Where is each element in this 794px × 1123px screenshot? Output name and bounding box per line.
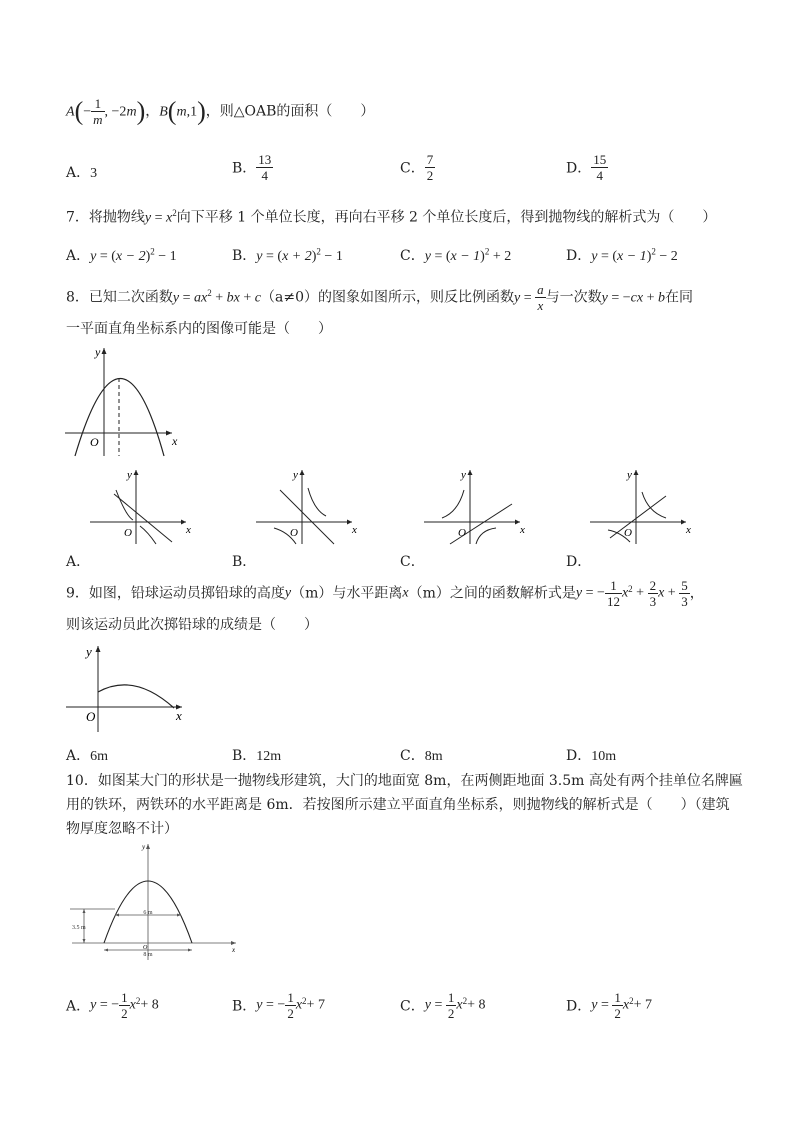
q8-option-a-graph	[86, 466, 196, 546]
q8-parabola-figure	[60, 344, 190, 460]
q8-option-b-label: B．	[232, 554, 257, 570]
q8-option-b-graph	[252, 466, 362, 546]
q10-question-line1: 10．如图某大门的形状是一抛物线形建筑，大门的地面宽 8m，在两侧距地面 3.5m 高处有两个挂单位名牌匾	[66, 773, 743, 789]
svg-text:y: y	[86, 644, 92, 659]
q10-gate-figure	[64, 840, 244, 962]
q8-question-line2: 一平面直角坐标系内的图像可能是（ ）	[66, 321, 332, 337]
x-label: x	[172, 434, 178, 448]
q7-option-a: A．$y = (x - 2)^2 - 1$	[66, 246, 177, 264]
svg-text:O: O	[624, 527, 632, 539]
svg-text:y: y	[142, 843, 146, 851]
q9-option-b: B．12m	[232, 748, 282, 764]
svg-text:x: x	[186, 524, 191, 536]
q9-trajectory-curve	[98, 685, 174, 708]
q9-question-line2: 则该运动员此次掷铅球的成绩是（ ）	[66, 617, 318, 633]
q7-option-d: D．$y = (x - 1)^2 - 2$	[566, 246, 678, 264]
svg-text:O: O	[458, 527, 466, 539]
q10-option-a: A．y = − $\frac{1}{2}$ $x^2+ 8$	[66, 990, 159, 1021]
svg-text:y: y	[461, 469, 466, 481]
q10-8m-label: 8 m	[143, 952, 153, 958]
q7-question: 7．将抛物线$y = x^2$向下平移 1 个单位长度，再向右平移 2 个单位长度后，得到抛物线的解析式为（ ）	[66, 208, 717, 226]
q9-option-c: C．8m	[400, 748, 443, 764]
q10-option-d: D．y = $\frac{1}{2}$ $x^2+ 7$	[566, 990, 652, 1021]
q6-option-d: D． $\frac{15}{4}$	[566, 152, 607, 183]
svg-text:O: O	[124, 527, 132, 539]
svg-text:O: O	[143, 945, 148, 951]
y-label: y	[95, 345, 101, 359]
q8-option-c-graph	[420, 466, 530, 546]
q9-option-a: A．6m	[66, 748, 109, 764]
q6-option-a: A．3	[66, 165, 98, 181]
svg-text:y: y	[293, 469, 298, 481]
svg-text:y: y	[627, 469, 632, 481]
q8-option-c-label: C．	[400, 554, 425, 570]
q6-frac: $\frac{1}{m}$	[93, 96, 103, 127]
q9-question-line1: 9．如图，铅球运动员掷铅球的高度y（m）与水平距离x（m）之间的函数解析式是y = − $\frac{1}{12}$ $x^2$ + $\frac{2}{3}$ x + $\frac{5}{3}$ ，	[66, 578, 704, 609]
q9-shotput-figure	[62, 642, 192, 734]
q10-35m-label: 3.5 m	[72, 925, 86, 931]
svg-text:O: O	[290, 527, 298, 539]
q10-6m-label: 6 m	[143, 910, 153, 916]
svg-text:x: x	[686, 524, 691, 536]
q6-option-c: C． $\frac{7}{2}$	[400, 152, 434, 183]
svg-text:x: x	[232, 946, 236, 954]
svg-text:x: x	[352, 524, 357, 536]
svg-text:y: y	[127, 469, 132, 481]
q8-option-d-graph	[586, 466, 696, 546]
svg-text:x: x	[520, 524, 525, 536]
q9-option-d: D．10m	[566, 748, 617, 764]
svg-text:O: O	[86, 709, 96, 724]
q8-option-a-label: A．	[66, 554, 91, 570]
q8-option-d-label: D．	[566, 554, 592, 570]
q10-option-c: C．y = $\frac{1}{2}$ $x^2+ 8$	[400, 990, 486, 1021]
origin-label: O	[90, 435, 99, 449]
q10-option-b: B．y = − $\frac{1}{2}$ $x^2+ 7$	[232, 990, 325, 1021]
q10-question-line2: 用的铁环，两铁环的水平距离是 6m．若按图所示建立平面直角坐标系，则抛物线的解析式是（ ）（建筑	[66, 797, 730, 813]
q7-option-b: B．$y = (x + 2)^2 - 1$	[232, 246, 343, 264]
q7-option-c: C．$y = (x - 1)^2 + 2$	[400, 246, 512, 264]
q6-option-b: B． $\frac{13}{4}$	[232, 152, 272, 183]
q6-line: A(− $\frac{1}{m}$ , −2m)，B(m,1)，则△OAB的面积（ ）	[66, 96, 375, 127]
q8-question-line1: 8．已知二次函数$y = ax^2$ + bx + c（a≠0）的图象如图所示，则反比例函数y = $\frac{a}{x}$ 与一次数y = −cx + b在同	[66, 282, 693, 313]
q10-question-line3: 物厚度忽略不计）	[66, 821, 178, 837]
svg-text:x: x	[176, 708, 182, 723]
